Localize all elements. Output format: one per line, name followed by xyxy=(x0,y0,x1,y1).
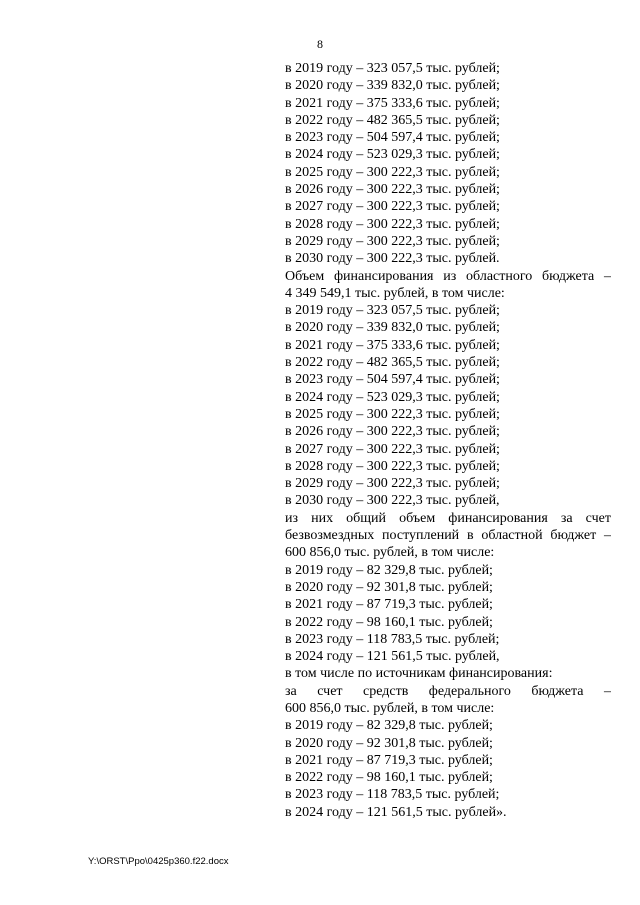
justified-text-line: за счет средств федерального бюджета – xyxy=(285,683,611,699)
text-line: в 2024 году – 121 561,5 тыс. рублей, xyxy=(285,649,500,665)
text-line: в 2023 году – 504 597,4 тыс. рублей; xyxy=(285,130,500,146)
text-line: в 2024 году – 523 029,3 тыс. рублей; xyxy=(285,389,500,405)
text-line: 600 856,0 тыс. рублей, в том числе: xyxy=(285,545,495,561)
justified-text-line: из них общий объем финансирования за счет xyxy=(285,510,611,526)
text-line: в 2030 году – 300 222,3 тыс. рублей, xyxy=(285,493,500,509)
text-line: в 2021 году – 87 719,3 тыс. рублей; xyxy=(285,597,493,613)
text-line: в 2026 году – 300 222,3 тыс. рублей; xyxy=(285,424,500,440)
text-line: в 2023 году – 504 597,4 тыс. рублей; xyxy=(285,372,500,388)
text-line: в 2020 году – 339 832,0 тыс. рублей; xyxy=(285,320,500,336)
text-line: в 2019 году – 323 057,5 тыс. рублей; xyxy=(285,303,500,319)
text-line: в 2026 году – 300 222,3 тыс. рублей; xyxy=(285,182,500,198)
text-line: в 2021 году – 87 719,3 тыс. рублей; xyxy=(285,752,493,768)
text-line: в 2019 году – 82 329,8 тыс. рублей; xyxy=(285,562,493,578)
text-line: в том числе по источникам финансирования: xyxy=(285,666,553,682)
text-line: в 2021 году – 375 333,6 тыс. рублей; xyxy=(285,95,500,111)
text-line: в 2028 году – 300 222,3 тыс. рублей; xyxy=(285,216,500,232)
text-line: в 2022 году – 482 365,5 тыс. рублей; xyxy=(285,112,500,128)
text-line: в 2027 году – 300 222,3 тыс. рублей; xyxy=(285,441,500,457)
text-line: в 2020 году – 92 301,8 тыс. рублей; xyxy=(285,735,493,751)
justified-text-line: Объем финансирования из областного бюджета – xyxy=(285,268,611,284)
page-number: 8 xyxy=(317,37,323,51)
text-line: в 2019 году – 82 329,8 тыс. рублей; xyxy=(285,718,493,734)
text-line: в 2024 году – 121 561,5 тыс. рублей». xyxy=(285,804,507,820)
text-line: в 2023 году – 118 783,5 тыс. рублей; xyxy=(285,631,500,647)
text-line: 4 349 549,1 тыс. рублей, в том числе: xyxy=(285,285,505,301)
text-line: в 2029 году – 300 222,3 тыс. рублей; xyxy=(285,476,500,492)
text-line: в 2027 году – 300 222,3 тыс. рублей; xyxy=(285,199,500,215)
text-line: в 2024 году – 523 029,3 тыс. рублей; xyxy=(285,147,500,163)
text-line: в 2022 году – 98 160,1 тыс. рублей; xyxy=(285,614,493,630)
text-line: в 2019 году – 323 057,5 тыс. рублей; xyxy=(285,61,500,76)
text-line: в 2021 году – 375 333,6 тыс. рублей; xyxy=(285,337,500,353)
text-line: в 2029 году – 300 222,3 тыс. рублей; xyxy=(285,233,500,249)
text-line: в 2023 году – 118 783,5 тыс. рублей; xyxy=(285,787,500,803)
text-line: в 2025 году – 300 222,3 тыс. рублей; xyxy=(285,406,500,422)
text-line: в 2025 году – 300 222,3 тыс. рублей; xyxy=(285,164,500,180)
text-line: в 2022 году – 98 160,1 тыс. рублей; xyxy=(285,770,493,786)
justified-text-line: безвозмездных поступлений в областной бюджет – xyxy=(285,528,611,544)
text-line: в 2022 году – 482 365,5 тыс. рублей; xyxy=(285,355,500,371)
file-path-footer: Y:\ORST\Ppo\0425p360.f22.docx xyxy=(88,856,229,867)
text-line: в 2028 году – 300 222,3 тыс. рублей; xyxy=(285,458,500,474)
text-line: в 2020 году – 92 301,8 тыс. рублей; xyxy=(285,579,493,595)
text-line: 600 856,0 тыс. рублей, в том числе: xyxy=(285,700,495,716)
document-body xyxy=(285,60,611,821)
text-line: в 2030 году – 300 222,3 тыс. рублей. xyxy=(285,251,500,267)
text-line: в 2020 году – 339 832,0 тыс. рублей; xyxy=(285,78,500,94)
